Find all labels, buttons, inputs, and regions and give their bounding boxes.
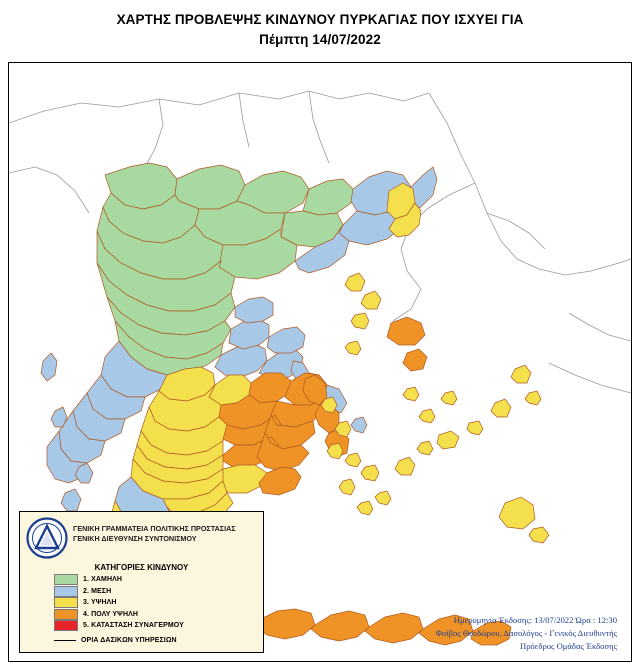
legend-item-medium bbox=[54, 586, 257, 598]
credits-role: Πρόεδρος Ομάδας Έκδοσης bbox=[520, 641, 617, 651]
swatch-very-high bbox=[54, 609, 78, 620]
legend-item-alert bbox=[54, 620, 257, 632]
legend-label-medium: 2. ΜΕΣΗ bbox=[83, 587, 112, 595]
boundary-line-icon bbox=[54, 636, 76, 645]
legend-label-low: 1. ΧΑΜΗΛΗ bbox=[83, 576, 123, 584]
legend-label-high: 3. ΥΨΗΛΗ bbox=[83, 599, 117, 607]
legend-item-very-high bbox=[54, 609, 257, 621]
legend-label-boundary: ΟΡΙΑ ΔΑΣΙΚΩΝ ΥΠΗΡΕΣΙΩΝ bbox=[81, 636, 177, 644]
credits-block bbox=[436, 614, 617, 653]
legend-item-boundary bbox=[54, 634, 257, 647]
legend-box bbox=[19, 511, 264, 653]
map-frame[interactable] bbox=[8, 62, 632, 662]
legend-item-high bbox=[54, 597, 257, 609]
legend-org-line-2: ΓΕΝΙΚΗ ΔΙΕΥΘΥΝΣΗ ΣΥΝΤΟΝΙΣΜΟΥ bbox=[73, 534, 197, 543]
swatch-medium bbox=[54, 586, 78, 597]
page-title bbox=[0, 10, 640, 50]
civil-protection-emblem-icon bbox=[26, 517, 68, 559]
title-line-1: ΧΑΡΤΗΣ ΠΡΟΒΛΕΨΗΣ ΚΙΝΔΥΝΟΥ ΠΥΡΚΑΓΙΑΣ ΠΟΥ ΙΣΧΥΕΙ ΓΙΑ bbox=[116, 12, 524, 27]
legend-header bbox=[26, 517, 257, 559]
legend-org-line-1: ΓΕΝΙΚΗ ΓΡΑΜΜΑΤΕΙΑ ΠΟΛΙΤΙΚΗΣ ΠΡΟΣΤΑΣΙΑΣ bbox=[73, 524, 236, 533]
credits-issue-date: Ημερομηνία Έκδοσης: 13/07/2022 Ώρα : 12:30 bbox=[453, 615, 617, 625]
legend-item-low bbox=[54, 574, 257, 586]
credits-author: Φοίβος Θεοδώρου, Δασολόγος - Γενικός Διευθυντής bbox=[435, 628, 617, 638]
title-line-2: Πέμπτη 14/07/2022 bbox=[259, 32, 381, 47]
region-aegean-islands[interactable] bbox=[321, 273, 549, 543]
legend-organisation bbox=[73, 517, 236, 544]
swatch-low bbox=[54, 574, 78, 585]
legend-label-very-high: 4. ΠΟΛΥ ΥΨΗΛΗ bbox=[83, 610, 139, 618]
swatch-alert bbox=[54, 620, 78, 631]
legend-title: ΚΑΤΗΓΟΡΙΕΣ ΚΙΝΔΥΝΟΥ bbox=[94, 563, 189, 572]
swatch-high bbox=[54, 597, 78, 608]
region-thessaly-central[interactable] bbox=[133, 367, 327, 495]
legend-items bbox=[54, 574, 257, 647]
legend-label-alert: 5. ΚΑΤΑΣΤΑΣΗ ΣΥΝΑΓΕΡΜΟΥ bbox=[83, 622, 184, 630]
